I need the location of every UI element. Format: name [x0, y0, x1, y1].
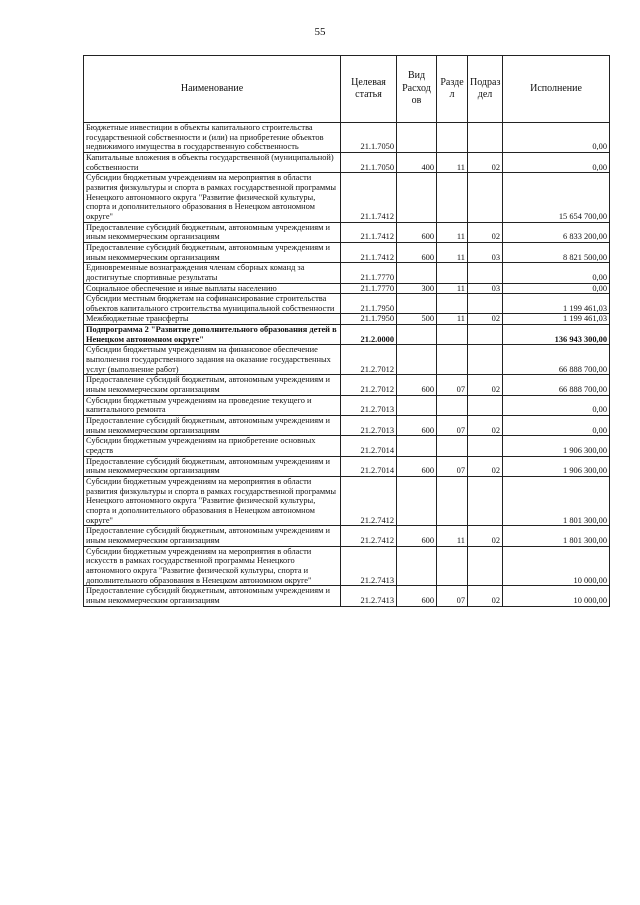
cell-podrazdel: [468, 263, 503, 283]
cell-code: 21.2.7013: [341, 395, 397, 415]
cell-code: 21.1.7770: [341, 263, 397, 283]
cell-amount: 10 000,00: [503, 586, 610, 606]
cell-name: Единовременные вознаграждения членам сборных команд за достигнутые спортивные результаты: [84, 263, 341, 283]
table-row: [84, 294, 610, 314]
cell-razdel: 11: [437, 314, 468, 325]
budget-table: [83, 55, 610, 607]
cell-podrazdel: 03: [468, 283, 503, 294]
cell-name: Субсидии бюджетным учреждениям на финансовое обеспечение выполнения государственного задания на оказание государственных услуг (выполнение работ): [84, 345, 341, 375]
table-row: [84, 152, 610, 172]
cell-vid: 600: [397, 456, 437, 476]
header-razdel: Разде л: [437, 56, 468, 123]
cell-code: 21.1.7050: [341, 152, 397, 172]
cell-vid: 600: [397, 416, 437, 436]
cell-code: 21.2.7413: [341, 546, 397, 586]
cell-vid: [397, 436, 437, 456]
cell-vid: 600: [397, 222, 437, 242]
cell-vid: 300: [397, 283, 437, 294]
table-row: [84, 456, 610, 476]
cell-razdel: 07: [437, 456, 468, 476]
cell-amount: 1 801 300,00: [503, 526, 610, 546]
cell-amount: 0,00: [503, 263, 610, 283]
cell-razdel: [437, 546, 468, 586]
cell-razdel: 07: [437, 416, 468, 436]
cell-podrazdel: [468, 173, 503, 222]
table-row: [84, 395, 610, 415]
cell-name: Социальное обеспечение и иные выплаты населению: [84, 283, 341, 294]
cell-vid: 600: [397, 375, 437, 395]
cell-amount: 0,00: [503, 283, 610, 294]
table-header-row: [84, 56, 610, 123]
cell-amount: 1 199 461,03: [503, 314, 610, 325]
cell-podrazdel: 02: [468, 314, 503, 325]
cell-name: Субсидии бюджетным учреждениям на проведение текущего и капитального ремонта: [84, 395, 341, 415]
cell-podrazdel: [468, 395, 503, 415]
cell-code: 21.2.0000: [341, 325, 397, 345]
cell-podrazdel: [468, 123, 503, 153]
cell-code: 21.1.7770: [341, 283, 397, 294]
cell-podrazdel: [468, 546, 503, 586]
cell-podrazdel: 02: [468, 586, 503, 606]
cell-amount: 0,00: [503, 123, 610, 153]
cell-name: Субсидии бюджетным учреждениям на мероприятия в области развития физкультуры и спорта в рамках государственной программы Ненецкого автономного округа "Развитие физической культуры, спорта и дополнительного образования в Ненецком автономном округе": [84, 173, 341, 222]
cell-code: 21.2.7012: [341, 375, 397, 395]
cell-amount: 10 000,00: [503, 546, 610, 586]
table-row: [84, 586, 610, 606]
cell-razdel: [437, 263, 468, 283]
cell-razdel: [437, 123, 468, 153]
cell-name: Предоставление субсидий бюджетным, автономным учреждениям и иным некоммерческим организациям: [84, 526, 341, 546]
table-row: [84, 476, 610, 525]
cell-vid: [397, 173, 437, 222]
cell-name: Подпрограмма 2 "Развитие дополнительного образования детей в Ненецком автономном округе": [84, 325, 341, 345]
cell-name: Межбюджетные трансферты: [84, 314, 341, 325]
cell-name: Предоставление субсидий бюджетным, автономным учреждениям и иным некоммерческим организациям: [84, 222, 341, 242]
cell-podrazdel: 02: [468, 416, 503, 436]
page-number: 55: [314, 26, 326, 38]
cell-razdel: 11: [437, 283, 468, 294]
cell-razdel: 07: [437, 586, 468, 606]
cell-name: Субсидии местным бюджетам на софинансирование строительства объектов капитального строительства муниципальной собственности: [84, 294, 341, 314]
table-row: [84, 263, 610, 283]
table-row: [84, 242, 610, 262]
table-row: [84, 283, 610, 294]
table-row: [84, 314, 610, 325]
cell-podrazdel: [468, 345, 503, 375]
cell-razdel: 11: [437, 222, 468, 242]
cell-podrazdel: 02: [468, 375, 503, 395]
cell-name: Капитальные вложения в объекты государственной (муниципальной) собственности: [84, 152, 341, 172]
cell-code: 21.2.7014: [341, 456, 397, 476]
cell-code: 21.2.7014: [341, 436, 397, 456]
cell-amount: 1 801 300,00: [503, 476, 610, 525]
table-row: [84, 222, 610, 242]
cell-podrazdel: 02: [468, 526, 503, 546]
cell-podrazdel: [468, 476, 503, 525]
cell-vid: 400: [397, 152, 437, 172]
cell-vid: [397, 546, 437, 586]
cell-amount: 1 199 461,03: [503, 294, 610, 314]
cell-amount: 15 654 700,00: [503, 173, 610, 222]
cell-code: 21.1.7412: [341, 222, 397, 242]
cell-amount: 1 906 300,00: [503, 456, 610, 476]
cell-podrazdel: 02: [468, 456, 503, 476]
cell-name: Предоставление субсидий бюджетным, автономным учреждениям и иным некоммерческим организациям: [84, 375, 341, 395]
cell-code: 21.1.7950: [341, 314, 397, 325]
cell-code: 21.1.7950: [341, 294, 397, 314]
cell-podrazdel: [468, 325, 503, 345]
table-row: [84, 546, 610, 586]
table-row: [84, 375, 610, 395]
cell-razdel: 11: [437, 242, 468, 262]
cell-code: 21.1.7050: [341, 123, 397, 153]
cell-code: 21.2.7412: [341, 526, 397, 546]
cell-razdel: [437, 325, 468, 345]
cell-amount: 6 833 200,00: [503, 222, 610, 242]
header-podrazdel: Подраз дел: [468, 56, 503, 123]
cell-code: 21.1.7412: [341, 173, 397, 222]
cell-razdel: 11: [437, 152, 468, 172]
cell-amount: 0,00: [503, 152, 610, 172]
table-row: [84, 416, 610, 436]
cell-name: Субсидии бюджетным учреждениям на мероприятия в области развития физкультуры и спорта в рамках государственной программы Ненецкого автономного округа "Развитие физической культуры, спорта и дополнительного образования в Ненецком автономном округе": [84, 476, 341, 525]
cell-razdel: [437, 476, 468, 525]
cell-razdel: [437, 395, 468, 415]
cell-vid: [397, 476, 437, 525]
cell-vid: [397, 325, 437, 345]
header-code: Целевая статья: [341, 56, 397, 123]
cell-amount: 1 906 300,00: [503, 436, 610, 456]
cell-code: 21.2.7413: [341, 586, 397, 606]
cell-name: Субсидии бюджетным учреждениям на мероприятия в области искусств в рамках государственной программы Ненецкого автономного округа "Развитие физической культуры, спорта и дополнительного образования в Ненецком автономном округе": [84, 546, 341, 586]
cell-vid: [397, 263, 437, 283]
cell-razdel: [437, 173, 468, 222]
cell-amount: 66 888 700,00: [503, 375, 610, 395]
cell-razdel: [437, 345, 468, 375]
cell-code: 21.2.7412: [341, 476, 397, 525]
table-body: [84, 123, 610, 607]
cell-amount: 66 888 700,00: [503, 345, 610, 375]
table-row: [84, 325, 610, 345]
cell-podrazdel: [468, 436, 503, 456]
cell-code: 21.2.7012: [341, 345, 397, 375]
header-vid: Вид Расход ов: [397, 56, 437, 123]
cell-name: Предоставление субсидий бюджетным, автономным учреждениям и иным некоммерческим организациям: [84, 586, 341, 606]
cell-amount: 0,00: [503, 416, 610, 436]
cell-vid: [397, 294, 437, 314]
cell-vid: [397, 345, 437, 375]
table-row: [84, 123, 610, 153]
cell-vid: 500: [397, 314, 437, 325]
cell-vid: [397, 123, 437, 153]
cell-vid: 600: [397, 586, 437, 606]
cell-razdel: [437, 294, 468, 314]
cell-code: 21.2.7013: [341, 416, 397, 436]
cell-name: Предоставление субсидий бюджетным, автономным учреждениям и иным некоммерческим организациям: [84, 456, 341, 476]
cell-podrazdel: 02: [468, 152, 503, 172]
cell-amount: 0,00: [503, 395, 610, 415]
table-row: [84, 526, 610, 546]
cell-vid: 600: [397, 526, 437, 546]
cell-razdel: 07: [437, 375, 468, 395]
table-row: [84, 436, 610, 456]
cell-podrazdel: [468, 294, 503, 314]
cell-amount: 8 821 500,00: [503, 242, 610, 262]
cell-name: Предоставление субсидий бюджетным, автономным учреждениям и иным некоммерческим организациям: [84, 242, 341, 262]
cell-name: Предоставление субсидий бюджетным, автономным учреждениям и иным некоммерческим организациям: [84, 416, 341, 436]
cell-podrazdel: 03: [468, 242, 503, 262]
cell-name: Субсидии бюджетным учреждениям на приобретение основных средств: [84, 436, 341, 456]
cell-vid: 600: [397, 242, 437, 262]
cell-code: 21.1.7412: [341, 242, 397, 262]
cell-razdel: 11: [437, 526, 468, 546]
cell-amount: 136 943 300,00: [503, 325, 610, 345]
cell-vid: [397, 395, 437, 415]
table-row: [84, 345, 610, 375]
cell-name: Бюджетные инвестиции в объекты капитального строительства государственной собственности и (или) на приобретение объектов недвижимого имущества в государственную собственность: [84, 123, 341, 153]
table-row: [84, 173, 610, 222]
header-name: Наименование: [84, 56, 341, 123]
cell-podrazdel: 02: [468, 222, 503, 242]
cell-razdel: [437, 436, 468, 456]
header-amount: Исполнение: [503, 56, 610, 123]
